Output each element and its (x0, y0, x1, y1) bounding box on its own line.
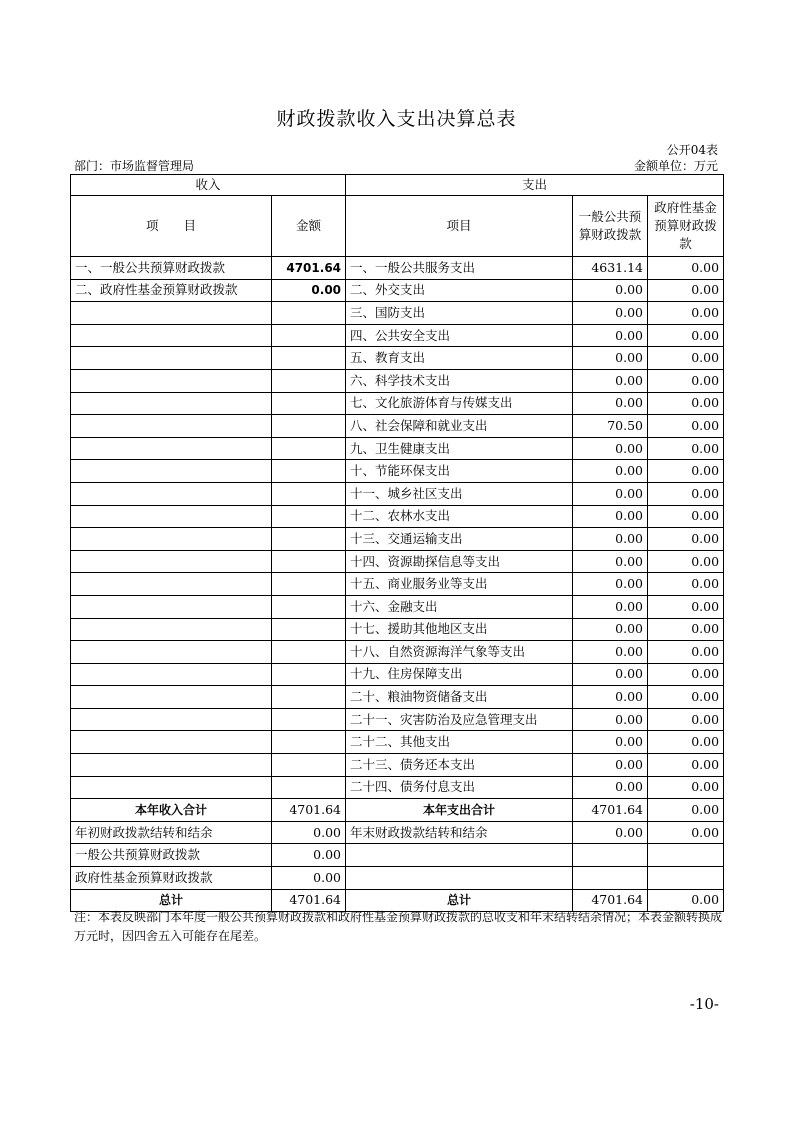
income-item-cell (71, 550, 272, 573)
carry-expense-item (346, 867, 573, 890)
general-budget-cell: 0.00 (573, 437, 648, 460)
expense-item-cell: 十五、商业服务业等支出 (346, 573, 573, 596)
general-budget-cell: 0.00 (573, 302, 648, 325)
expense-item-cell: 四、公共安全支出 (346, 324, 573, 347)
income-item-cell (71, 437, 272, 460)
table-row (71, 776, 724, 799)
income-amount-cell (272, 369, 346, 392)
table-row (71, 641, 724, 664)
carry-row (71, 844, 724, 867)
income-item-cell (71, 415, 272, 438)
general-budget-cell: 0.00 (573, 731, 648, 754)
income-amount-cell: 0.00 (272, 279, 346, 302)
expense-item-cell: 十七、援助其他地区支出 (346, 618, 573, 641)
carry-expense-general (573, 867, 648, 890)
general-budget-cell: 0.00 (573, 347, 648, 370)
general-budget-cell: 0.00 (573, 324, 648, 347)
table-row (71, 663, 724, 686)
carry-expense-general: 0.00 (573, 821, 648, 844)
income-amount-cell (272, 347, 346, 370)
income-item-cell: 一、一般公共预算财政拨款 (71, 257, 272, 280)
gov-fund-cell: 0.00 (648, 324, 724, 347)
department-label: 部门：市场监督管理局 (74, 159, 195, 173)
expense-item-cell: 十、节能环保支出 (346, 460, 573, 483)
expense-item-cell: 二、外交支出 (346, 279, 573, 302)
gov-fund-cell: 0.00 (648, 686, 724, 709)
income-amount-cell (272, 460, 346, 483)
gov-fund-cell: 0.00 (648, 731, 724, 754)
income-amount-cell (272, 708, 346, 731)
carry-expense-fund: 0.00 (648, 821, 724, 844)
gov-fund-cell: 0.00 (648, 369, 724, 392)
income-item-cell (71, 528, 272, 551)
carry-row (71, 867, 724, 890)
table-row (71, 550, 724, 573)
income-amount-cell (272, 618, 346, 641)
table-row (71, 482, 724, 505)
footnote: 注：本表反映部门本年度一般公共预算财政拨款和政府性基金预算财政拨款的总收支和年末结转结余情况；本表金额转换成万元时，因四舍五入可能存在尾差。 (74, 910, 723, 943)
expense-item-cell: 八、社会保障和就业支出 (346, 415, 573, 438)
general-budget-header: 一般公共预算财政拨款 (573, 196, 648, 257)
gov-fund-cell: 0.00 (648, 573, 724, 596)
general-budget-cell: 0.00 (573, 369, 648, 392)
income-item-cell (71, 618, 272, 641)
table-row (71, 708, 724, 731)
income-amount-cell (272, 528, 346, 551)
year-total-row (71, 799, 724, 822)
income-amount-cell (272, 686, 346, 709)
expense-item-cell: 十四、资源勘探信息等支出 (346, 550, 573, 573)
income-amount-cell (272, 776, 346, 799)
general-budget-cell: 0.00 (573, 708, 648, 731)
general-budget-cell: 0.00 (573, 573, 648, 596)
expense-item-cell: 十三、交通运输支出 (346, 528, 573, 551)
carry-expense-general (573, 844, 648, 867)
grand-expense-label: 总计 (346, 889, 573, 912)
general-budget-cell: 0.00 (573, 460, 648, 483)
general-budget-cell: 0.00 (573, 528, 648, 551)
income-item-cell (71, 505, 272, 528)
general-budget-cell: 0.00 (573, 482, 648, 505)
gov-fund-cell: 0.00 (648, 415, 724, 438)
general-budget-cell: 0.00 (573, 663, 648, 686)
expense-item-cell: 二十一、灾害防治及应急管理支出 (346, 708, 573, 731)
income-amount-cell (272, 324, 346, 347)
year-expense-total-label: 本年支出合计 (346, 799, 573, 822)
general-budget-cell: 0.00 (573, 279, 648, 302)
gov-fund-cell: 0.00 (648, 482, 724, 505)
income-amount-cell (272, 663, 346, 686)
income-item-cell (71, 754, 272, 777)
expense-item-cell: 十二、农林水支出 (346, 505, 573, 528)
table-row (71, 279, 724, 302)
gov-fund-cell: 0.00 (648, 302, 724, 325)
table-row (71, 528, 724, 551)
general-budget-cell: 0.00 (573, 641, 648, 664)
table-row (71, 731, 724, 754)
expense-item-cell: 六、科学技术支出 (346, 369, 573, 392)
carry-income-item: 政府性基金预算财政拨款 (71, 867, 272, 890)
carry-expense-fund (648, 844, 724, 867)
table-row (71, 347, 724, 370)
income-amount-cell (272, 573, 346, 596)
table-row (71, 460, 724, 483)
header-row-1 (71, 175, 724, 196)
expense-item-cell: 五、教育支出 (346, 347, 573, 370)
unit-label: 金额单位：万元 (633, 159, 718, 173)
table-row (71, 595, 724, 618)
table-row (71, 324, 724, 347)
expense-item-header: 项目 (346, 196, 573, 257)
income-amount-cell (272, 754, 346, 777)
income-amount-cell (272, 437, 346, 460)
income-item-cell (71, 392, 272, 415)
income-amount-cell (272, 641, 346, 664)
general-budget-cell: 0.00 (573, 686, 648, 709)
expense-item-cell: 二十三、债务还本支出 (346, 754, 573, 777)
income-amount-header: 金额 (272, 196, 346, 257)
page-title: 财政拨款收入支出决算总表 (276, 108, 517, 130)
expense-item-cell: 十八、自然资源海洋气象等支出 (346, 641, 573, 664)
table-row (71, 618, 724, 641)
table-row (71, 369, 724, 392)
expense-item-cell: 一、一般公共服务支出 (346, 257, 573, 280)
income-item-cell (71, 776, 272, 799)
year-expense-total-general: 4701.64 (573, 799, 648, 822)
expense-item-cell: 三、国防支出 (346, 302, 573, 325)
income-item-cell (71, 641, 272, 664)
carry-expense-item: 年末财政拨款结转和结余 (346, 821, 573, 844)
carry-expense-item (346, 844, 573, 867)
carry-row (71, 821, 724, 844)
income-item-cell (71, 324, 272, 347)
year-income-total-label: 本年收入合计 (71, 799, 272, 822)
gov-fund-cell: 0.00 (648, 505, 724, 528)
general-budget-cell: 0.00 (573, 505, 648, 528)
gov-fund-cell: 0.00 (648, 279, 724, 302)
gov-fund-cell: 0.00 (648, 347, 724, 370)
table-row (71, 392, 724, 415)
income-amount-cell: 4701.64 (272, 257, 346, 280)
general-budget-cell: 0.00 (573, 392, 648, 415)
general-budget-cell: 70.50 (573, 415, 648, 438)
gov-fund-header: 政府性基金预算财政拨款 (648, 196, 724, 257)
income-item-cell (71, 302, 272, 325)
income-amount-cell (272, 392, 346, 415)
income-item-header: 项 目 (71, 196, 272, 257)
carry-expense-fund (648, 867, 724, 890)
general-budget-cell: 0.00 (573, 754, 648, 777)
income-item-cell (71, 347, 272, 370)
income-item-cell (71, 573, 272, 596)
gov-fund-cell: 0.00 (648, 528, 724, 551)
income-item-cell (71, 369, 272, 392)
expense-item-cell: 二十二、其他支出 (346, 731, 573, 754)
grand-expense-fund: 0.00 (648, 889, 724, 912)
table-row (71, 437, 724, 460)
table-row (71, 573, 724, 596)
income-item-cell (71, 482, 272, 505)
header-row-2 (71, 196, 724, 257)
year-expense-total-fund: 0.00 (648, 799, 724, 822)
form-number: 公开04表 (666, 143, 718, 157)
income-amount-cell (272, 482, 346, 505)
income-item-cell (71, 708, 272, 731)
gov-fund-cell: 0.00 (648, 663, 724, 686)
table-row (71, 302, 724, 325)
gov-fund-cell: 0.00 (648, 754, 724, 777)
expense-item-cell: 九、卫生健康支出 (346, 437, 573, 460)
general-budget-cell: 0.00 (573, 595, 648, 618)
grand-expense-general: 4701.64 (573, 889, 648, 912)
expense-item-cell: 十一、城乡社区支出 (346, 482, 573, 505)
expense-item-cell: 十六、金融支出 (346, 595, 573, 618)
gov-fund-cell: 0.00 (648, 460, 724, 483)
income-header: 收入 (71, 175, 346, 196)
gov-fund-cell: 0.00 (648, 776, 724, 799)
gov-fund-cell: 0.00 (648, 437, 724, 460)
income-amount-cell (272, 731, 346, 754)
expense-item-cell: 二十、粮油物资储备支出 (346, 686, 573, 709)
gov-fund-cell: 0.00 (648, 550, 724, 573)
general-budget-cell: 0.00 (573, 776, 648, 799)
general-budget-cell: 0.00 (573, 618, 648, 641)
general-budget-cell: 4631.14 (573, 257, 648, 280)
grand-income-amount: 4701.64 (272, 889, 346, 912)
income-amount-cell (272, 415, 346, 438)
gov-fund-cell: 0.00 (648, 618, 724, 641)
income-item-cell (71, 460, 272, 483)
income-item-cell (71, 663, 272, 686)
income-amount-cell (272, 302, 346, 325)
gov-fund-cell: 0.00 (648, 595, 724, 618)
grand-income-label: 总计 (71, 889, 272, 912)
year-income-total-amount: 4701.64 (272, 799, 346, 822)
carry-income-amount: 0.00 (272, 867, 346, 890)
carry-income-item: 一般公共预算财政拨款 (71, 844, 272, 867)
budget-table (70, 174, 724, 912)
table-row (71, 505, 724, 528)
table-row (71, 754, 724, 777)
expense-item-cell: 十九、住房保障支出 (346, 663, 573, 686)
income-amount-cell (272, 550, 346, 573)
income-amount-cell (272, 505, 346, 528)
gov-fund-cell: 0.00 (648, 708, 724, 731)
page-number: -10- (689, 995, 719, 1013)
expense-item-cell: 二十四、债务付息支出 (346, 776, 573, 799)
table-row (71, 257, 724, 280)
income-item-cell: 二、政府性基金预算财政拨款 (71, 279, 272, 302)
income-item-cell (71, 686, 272, 709)
table-row (71, 415, 724, 438)
expense-item-cell: 七、文化旅游体育与传媒支出 (346, 392, 573, 415)
general-budget-cell: 0.00 (573, 550, 648, 573)
income-item-cell (71, 595, 272, 618)
table-row (71, 686, 724, 709)
carry-income-item: 年初财政拨款结转和结余 (71, 821, 272, 844)
gov-fund-cell: 0.00 (648, 641, 724, 664)
expense-header: 支出 (346, 175, 724, 196)
gov-fund-cell: 0.00 (648, 392, 724, 415)
carry-income-amount: 0.00 (272, 821, 346, 844)
gov-fund-cell: 0.00 (648, 257, 724, 280)
income-item-cell (71, 731, 272, 754)
carry-income-amount: 0.00 (272, 844, 346, 867)
income-amount-cell (272, 595, 346, 618)
